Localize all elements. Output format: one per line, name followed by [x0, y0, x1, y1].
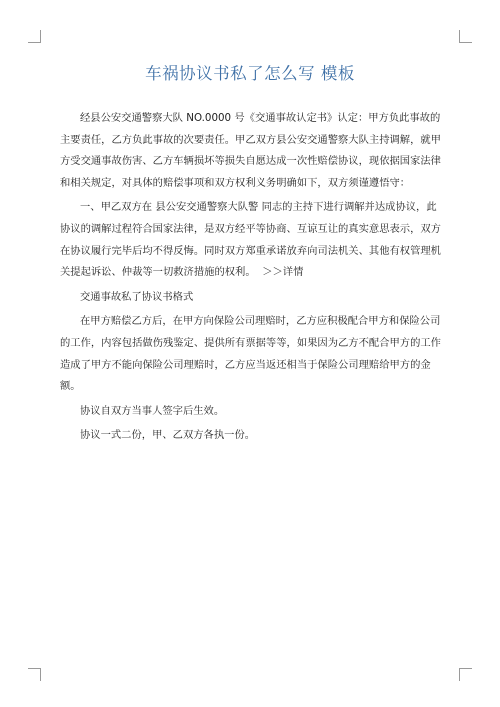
details-link[interactable]: ＞＞详情 — [262, 266, 304, 279]
crop-mark-bottom-left — [28, 668, 41, 681]
document-body — [60, 108, 444, 450]
crop-mark-bottom-right — [459, 668, 472, 681]
paragraph-copies: 协议一式二份，甲、乙双方各执一份。 — [80, 429, 256, 442]
paragraph-insurance-claim: 在甲方赔偿乙方后，在甲方向保险公司理赔时，乙方应积极配合甲方和保险公司的工作，内容包括做伤残鉴定、提供所有票据等等，如果因为乙方不配合甲方的工作造成了甲方不能向保险公司理赔时，乙方应当返还相当于保险公司理赔给甲方的金额。 — [60, 315, 441, 393]
document-title: 车祸协议书私了怎么写 模板 — [145, 64, 355, 83]
paragraph-accident-determination: 经县公安交通警察大队 NO.0000 号《交通事故认定书》认定：甲方负此事故的主要责任，乙方负此事故的次要责任。甲乙双方县公安交通警察大队主持调解，就甲方受交通事故伤害、乙方车辆损坏等损失自愿达成一次性赔偿协议，现依据国家法律和相关规定，对具体的赔偿事项和双方权利义务明确如下，双方须谨遵悟守： — [60, 112, 441, 189]
crop-mark-top-right — [459, 30, 472, 43]
paragraph-effective: 协议自双方当事人签字后生效。 — [80, 404, 225, 417]
paragraph-clause-one-text: 一、甲乙双方在 县公安交通警察大队警 同志的主持下进行调解并达成协议，此协议的调解过程符合国家法律，是双方经平等协商、互谅互让的真实意思表示，双方在协议履行完毕后均不得反悔。同时双方郑重承诺放弃向司法机关、其他有权管理机关提起诉讼、仲裁等一切救济措施的权利。 — [60, 201, 441, 279]
crop-mark-top-left — [28, 30, 41, 43]
paragraph-format-heading: 交通事故私了协议书格式 — [80, 290, 194, 303]
paragraph-clause-one — [60, 197, 444, 283]
